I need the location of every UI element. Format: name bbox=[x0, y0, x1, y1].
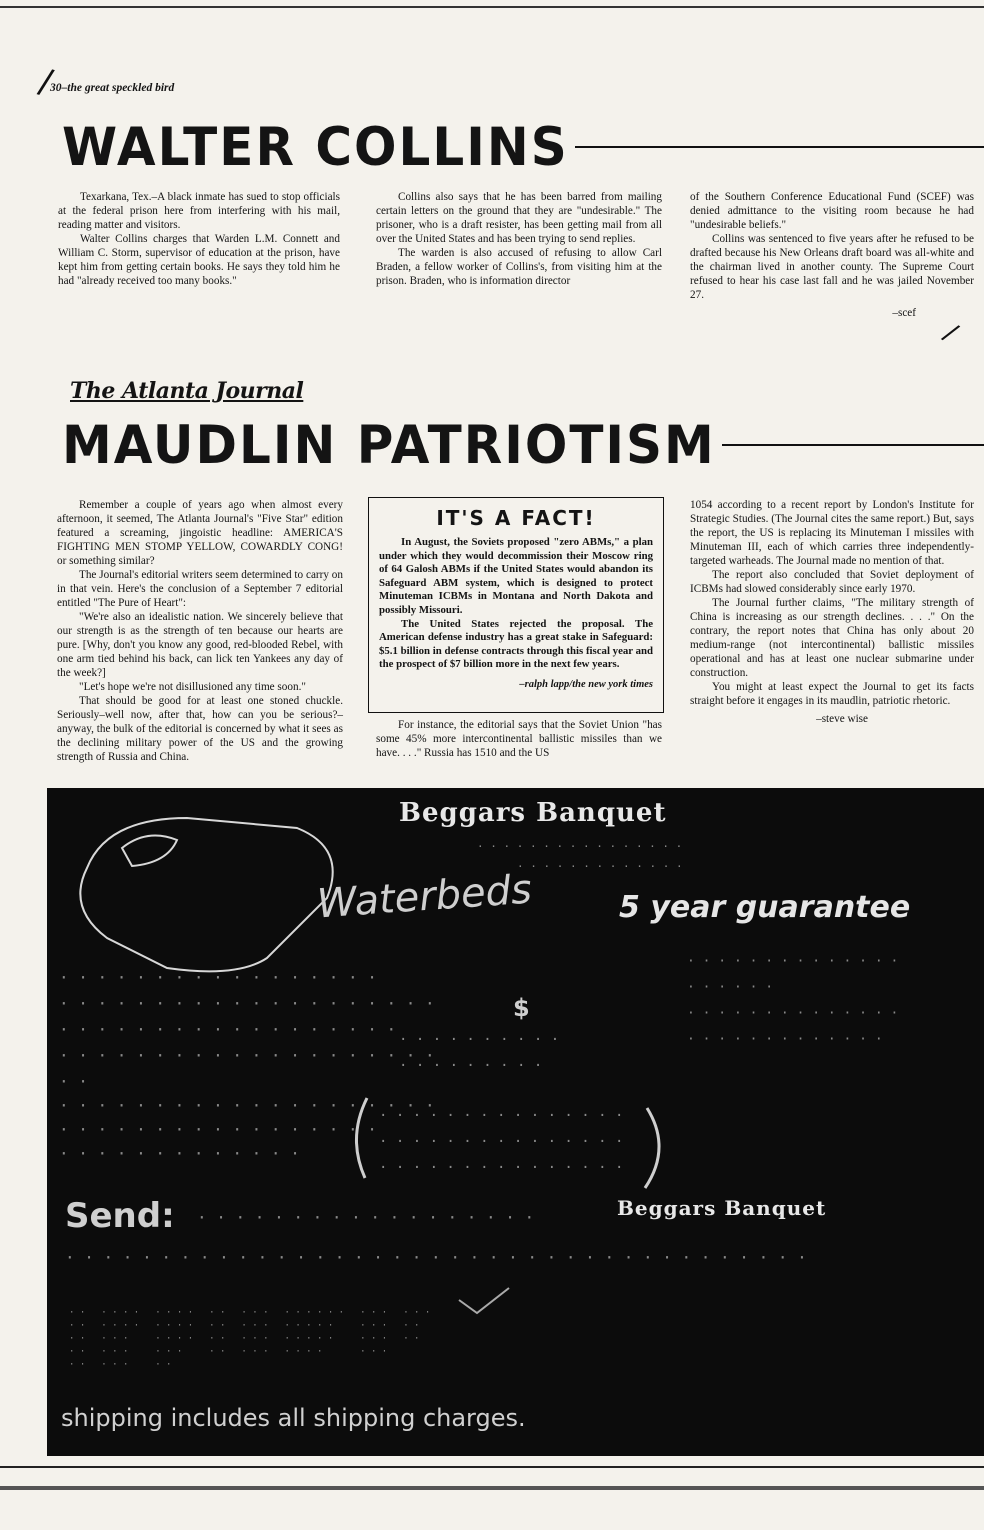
article1-column-2 bbox=[376, 190, 662, 288]
ad-scribble: · · · · · · · · · · · · · · · · · bbox=[59, 968, 377, 987]
paragraph: Collins was sentenced to five years after he refused to be drafted because his New Orleans draft board was all-white and the chairman lived in another county. The Supreme Court refused to hear his case last fall and he was jailed November 27. bbox=[690, 233, 974, 301]
check-mark-2 bbox=[459, 1288, 509, 1313]
newspaper-masthead: The Atlanta Journal bbox=[70, 378, 304, 404]
paragraph: "Let's hope we're not disillusioned any time soon." bbox=[79, 681, 306, 693]
advertisement-beggars-banquet bbox=[47, 788, 984, 1456]
ad-scribble: · · · · · · · · · · · · · · · bbox=[379, 1160, 624, 1176]
slash-mark: / bbox=[35, 61, 57, 103]
ad-scribble: · · · · · · · · · · · · · · · bbox=[379, 1134, 624, 1150]
paragraph: The report also concluded that Soviet deployment of ICBMs had slowed considerably since early 1970. bbox=[690, 569, 974, 595]
ad-scribble: · · · · · · · · · · · · · · · · · · · · bbox=[59, 1046, 435, 1065]
ad-scribble: · · · · · · · · · · · · · · · · · · bbox=[197, 1208, 535, 1227]
table-row: · · · · · · · · · · · · · · · · · · · · · · · · bbox=[69, 1334, 420, 1344]
ad-guarantee: 5 year guarantee bbox=[619, 890, 911, 925]
bottom-rule bbox=[0, 1486, 984, 1490]
waterbed-pillow bbox=[122, 836, 177, 867]
paragraph: The Journal further claims, "The military strength of China is increasing as our strength declines. . . ." On the contrary, the report notes that China has only about 20 medium-range (not intercontinental) ballistic missiles operational and has at least one nuclear submarine under construction. bbox=[690, 597, 974, 679]
paragraph: The warden is also accused of refusing to allow Carl Braden, a fellow worker of Collins's, from visiting him at the prison. Braden, who is information director bbox=[376, 247, 662, 287]
paragraph: That should be good for at least one stoned chuckle. Seriously–well now, after that, how can you be serious?–anyway, the bulk of the editorial is concerned by what it sees as the declining military power of the US and the growing strength of Russia and China. bbox=[57, 695, 343, 763]
paragraph: 1054 according to a recent report by London's Institute for Strategic Studies. (The Journal cites the same report.) But, says the report, the US is replacing its Minuteman I missiles with Minuteman III, each of which carries three independently-targeted warheads. The Journal made no mention of that. bbox=[690, 499, 974, 567]
ad-dollar-sign: $ bbox=[513, 994, 530, 1022]
ad-scribble: · · · · · · · · · · · · · bbox=[59, 1144, 300, 1163]
ad-scribble: · · bbox=[59, 1072, 88, 1091]
paragraph: For instance, the editorial says that the Soviet Union "has some 45% more intercontinental ballistic missiles than we have. . . ." Russia has 1510 and the US bbox=[376, 719, 662, 759]
waterbed-outline bbox=[80, 818, 332, 971]
bottom-rule bbox=[0, 1466, 984, 1468]
headline-rule bbox=[575, 146, 984, 148]
ad-scribble: · · · · · · · · · · · · · · · · · · · · bbox=[59, 994, 435, 1013]
ad-scribble: · · · · · · · · · · · · · · · · · · · · · · · · · · · · · · · · · · · · · · · bbox=[65, 1248, 807, 1267]
paragraph: Walter Collins charges that Warden L.M. Connett and William C. Storm, supervisor of education at the prison, have kept him from getting certain books. He says they told him he had "already received too many books." bbox=[58, 233, 340, 287]
headline-walter-collins: WALTER COLLINS bbox=[62, 116, 569, 178]
ad-scribble: · · · · · · · · · · · · · · · · · bbox=[59, 1120, 377, 1139]
headline-maudlin-patriotism: MAUDLIN PATRIOTISM bbox=[62, 414, 716, 476]
paragraph: Remember a couple of years ago when almost every afternoon, it seemed, The Atlanta Journal's "Five Star" edition featured a screaming, jingoistic headline: AMERICA'S FIGHTING MEN STOMP YELLOW, COWARDLY CONG! or something similar? bbox=[57, 499, 343, 567]
ad-footer: shipping includes all shipping charges. bbox=[61, 1404, 526, 1432]
headline-row-collins bbox=[62, 116, 984, 178]
paragraph: "We're also an idealistic nation. We sincerely believe that our strength is as the strength of ten because our hearts are pure. [Why, don't you know any good, red-blooded Rebel, with one arm tied behind his back, can lick ten Yankees any day of the week?] bbox=[57, 611, 343, 679]
table-row: · · · · · · · bbox=[69, 1360, 172, 1370]
top-rule bbox=[0, 6, 984, 8]
ad-send-label: Send: bbox=[65, 1196, 175, 1236]
brace-right bbox=[645, 1108, 659, 1188]
slash-mark: / bbox=[938, 318, 963, 348]
signature: –scef bbox=[892, 307, 916, 319]
page-folio: 30–the great speckled bird bbox=[50, 82, 175, 94]
ad-handwritten-logo: Waterbeds bbox=[315, 866, 534, 928]
ad-scribble: · · · · · · · · · · · · · · bbox=[687, 954, 899, 969]
ad-scribble: · · · · · · · · · · · · · · bbox=[687, 1006, 899, 1021]
paragraph: The Journal's editorial writers seem determined to carry on in that vein. Here's the conclusion of a September 7 editorial entitled "The Pure of Heart": bbox=[57, 569, 343, 609]
headline-row-maudlin bbox=[62, 414, 984, 476]
paragraph: Texarkana, Tex.–A black inmate has sued to stop officials at the federal prison here from interfering with his mail, reading matter and visitors. bbox=[58, 191, 340, 231]
article2-column-3 bbox=[690, 498, 974, 726]
ad-scribble: · · · · · · · · · · · · · · · · bbox=[477, 840, 683, 853]
fact-credit: –ralph lapp/the new york times bbox=[519, 678, 653, 690]
article2-column-2-continued bbox=[376, 718, 662, 760]
paragraph: of the Southern Conference Educational Fund (SCEF) was denied admittance to the visiting room because he had "undesirable beliefs." bbox=[690, 191, 974, 231]
paragraph: You might at least expect the Journal to get its facts straight before it engages in its maudlin, patriotic rhetoric. bbox=[690, 681, 974, 707]
table-row: · · · · · · · · · · · · · · · · · · · · bbox=[69, 1347, 388, 1357]
article1-column-3 bbox=[690, 190, 974, 320]
fact-box bbox=[368, 497, 664, 713]
price-table bbox=[67, 1306, 446, 1373]
article1-column-1 bbox=[58, 190, 340, 288]
paragraph: Collins also says that he has been barred from mailing certain letters on the ground that they are "undesirable." The prisoner, who is a draft resister, has been getting mail from all over the United States and has been trying to send replies. bbox=[376, 191, 662, 245]
ad-scribble: · · · · · · · · · · · · · · · · · · bbox=[59, 1020, 397, 1039]
ad-store-name: Beggars Banquet bbox=[399, 798, 667, 828]
fact-paragraph: The United States rejected the proposal. The American defense industry has a great stake in Safeguard: $5.1 billion in defense contracts through this fiscal year and the prospect of $7 billion more in the next few years. bbox=[379, 617, 653, 671]
ad-scribble: · · · · · · · · · · · · · bbox=[517, 860, 683, 873]
article2-column-1 bbox=[57, 498, 343, 764]
fact-box-title: IT'S A FACT! bbox=[436, 506, 596, 530]
fact-paragraph: In August, the Soviets proposed "zero ABMs," a plan under which they would decommission their Moscow ring of 64 Galosh ABMs if the United States would abandon its Safeguard ABM system, which is designed to protect Minuteman ICBMs in Montana and North Dakota and possibly Missouri. bbox=[379, 536, 653, 616]
ad-scribble: · · · · · · · · · · · · · bbox=[687, 1032, 883, 1047]
signature: –steve wise bbox=[816, 713, 868, 725]
table-row: · · · · · · · · · · · · · · · · · · · · · · · · · bbox=[69, 1321, 420, 1331]
ad-store-name-small: Beggars Banquet bbox=[617, 1196, 827, 1220]
table-row: · · · · · · · · · · · · · · · · · · · · · · · · · · · bbox=[69, 1308, 431, 1318]
ad-scribble: · · · · · · bbox=[687, 980, 774, 995]
ad-scribble: · · · · · · · · · · · · · · · · · · · · bbox=[59, 1096, 435, 1115]
headline-rule bbox=[722, 444, 984, 446]
ad-scribble: · · · · · · · · · bbox=[399, 1058, 543, 1074]
ad-scribble: · · · · · · · · · · · · · · · bbox=[379, 1108, 624, 1124]
ad-scribble: · · · · · · · · · · bbox=[399, 1032, 560, 1048]
